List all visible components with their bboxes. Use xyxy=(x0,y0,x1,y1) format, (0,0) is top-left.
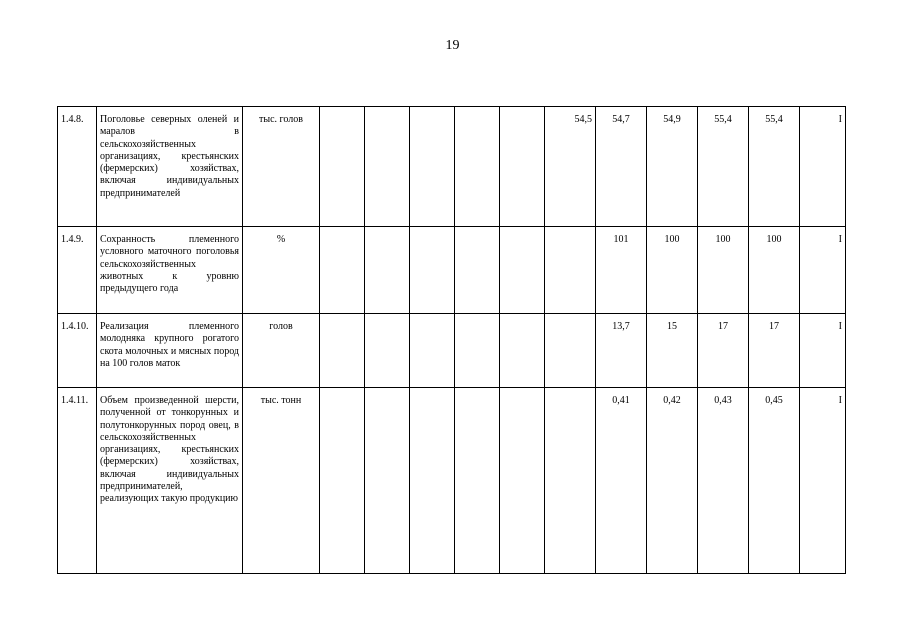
year-value-cell xyxy=(545,314,596,388)
year-value-cell: 55,4 xyxy=(698,107,749,227)
unit-of-measure: % xyxy=(243,227,320,314)
indicator-name: Реализация племенного молодняка крупного рогатого скота молочных и мясных пород на 100 голов маток xyxy=(97,314,243,388)
year-value-cell: 0,42 xyxy=(647,388,698,574)
row-number: 1.4.8. xyxy=(58,107,97,227)
year-value-cell xyxy=(455,314,500,388)
year-value-cell xyxy=(365,107,410,227)
year-value-cell: 0,43 xyxy=(698,388,749,574)
year-value-cell xyxy=(455,107,500,227)
year-value-cell xyxy=(500,388,545,574)
year-value-cell xyxy=(500,314,545,388)
year-value-cell xyxy=(410,388,455,574)
table-row xyxy=(58,314,846,388)
year-value-cell: 15 xyxy=(647,314,698,388)
unit-of-measure: тыс. тонн xyxy=(243,388,320,574)
year-value-cell: 55,4 xyxy=(749,107,800,227)
year-value-cell xyxy=(320,314,365,388)
table-row xyxy=(58,388,846,574)
source-mark-cell: I xyxy=(800,388,846,574)
year-value-cell: 13,7 xyxy=(596,314,647,388)
row-number: 1.4.10. xyxy=(58,314,97,388)
year-value-cell xyxy=(455,227,500,314)
year-value-cell: 101 xyxy=(596,227,647,314)
indicator-name: Сохранность племенного условного маточного поголовья сельскохозяйственных животных к уровню предыдущего года xyxy=(97,227,243,314)
year-value-cell xyxy=(545,227,596,314)
unit-of-measure: голов xyxy=(243,314,320,388)
source-mark-cell: I xyxy=(800,227,846,314)
row-number: 1.4.11. xyxy=(58,388,97,574)
year-value-cell xyxy=(410,107,455,227)
year-value-cell xyxy=(410,227,455,314)
year-value-cell: 0,41 xyxy=(596,388,647,574)
year-value-cell: 100 xyxy=(647,227,698,314)
year-value-cell: 17 xyxy=(698,314,749,388)
indicator-table xyxy=(57,106,846,574)
year-value-cell xyxy=(320,227,365,314)
unit-of-measure: тыс. голов xyxy=(243,107,320,227)
year-value-cell: 54,9 xyxy=(647,107,698,227)
year-value-cell xyxy=(320,107,365,227)
year-value-cell: 0,45 xyxy=(749,388,800,574)
source-mark-cell: I xyxy=(800,314,846,388)
year-value-cell xyxy=(545,388,596,574)
year-value-cell xyxy=(365,227,410,314)
year-value-cell: 54,7 xyxy=(596,107,647,227)
year-value-cell xyxy=(320,388,365,574)
year-value-cell xyxy=(365,388,410,574)
page-number: 19 xyxy=(445,38,460,53)
year-value-cell xyxy=(500,227,545,314)
year-value-cell: 17 xyxy=(749,314,800,388)
source-mark-cell: I xyxy=(800,107,846,227)
table-row xyxy=(58,227,846,314)
year-value-cell: 100 xyxy=(749,227,800,314)
year-value-cell xyxy=(365,314,410,388)
year-value-cell xyxy=(410,314,455,388)
indicator-name: Объем произведенной шерсти, полученной от тонкорунных и полутонкорунных пород овец, в сельскохозяйственных организациях, крестьянских (фермерских) хозяйствах, включая индивидуальных предпринимателей, реализующих такую продукцию xyxy=(97,388,243,574)
row-number: 1.4.9. xyxy=(58,227,97,314)
indicator-name: Поголовье северных оленей и маралов в сельскохозяйственных организациях, крестьянских (фермерских) хозяйствах, включая индивидуальных предпринимателей xyxy=(97,107,243,227)
year-value-cell xyxy=(500,107,545,227)
year-value-cell: 54,5 xyxy=(545,107,596,227)
table-row xyxy=(58,107,846,227)
year-value-cell xyxy=(455,388,500,574)
year-value-cell: 100 xyxy=(698,227,749,314)
